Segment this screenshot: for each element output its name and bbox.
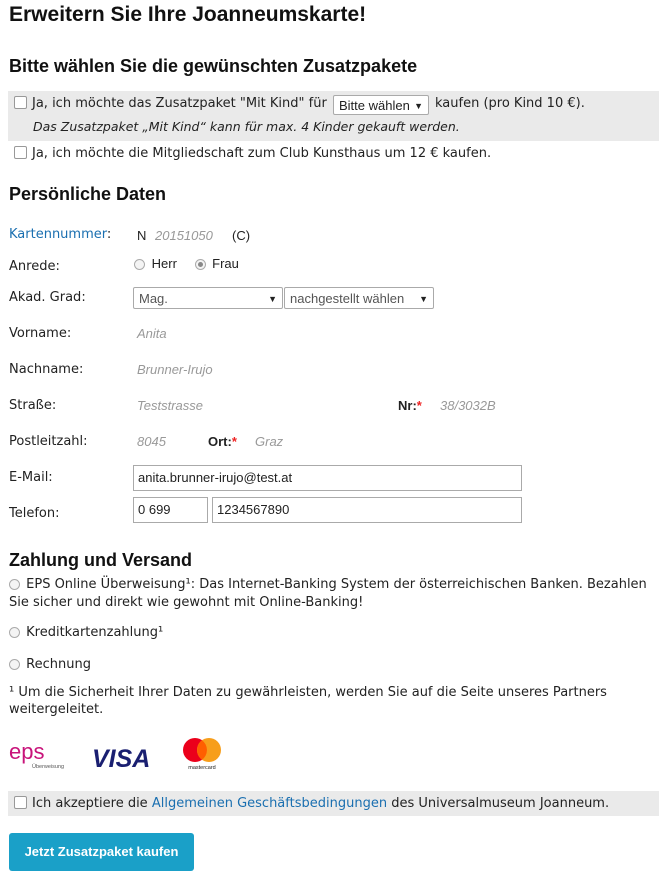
payment-eps-option[interactable] bbox=[9, 576, 659, 612]
payment-invoice-text: Rechnung bbox=[26, 657, 91, 672]
payment-eps-radio[interactable] bbox=[9, 579, 20, 590]
payment-heading: Zahlung und Versand bbox=[9, 550, 193, 570]
package-club-text: Ja, ich möchte die Mitgliedschaft zum Club Kunsthaus um 12 € kaufen. bbox=[32, 146, 492, 161]
salutation-herr-label: Herr bbox=[151, 256, 177, 271]
nr-label: Nr:* bbox=[398, 398, 422, 413]
payment-invoice-option[interactable] bbox=[9, 657, 91, 672]
personal-heading: Persönliche Daten bbox=[9, 184, 167, 204]
chevron-down-icon: ▼ bbox=[419, 294, 428, 304]
salutation-herr-radio[interactable] bbox=[134, 259, 145, 270]
packages-heading: Bitte wählen Sie die gewünschten Zusatzpakete bbox=[9, 56, 418, 76]
eps-logo-text: eps bbox=[9, 739, 45, 764]
terms-link[interactable]: Allgemeinen Geschäftsbedingungen bbox=[151, 796, 388, 811]
firstname-value: Anita bbox=[137, 326, 167, 341]
email-field[interactable]: anita.brunner-irujo@test.at bbox=[133, 465, 522, 491]
submit-button[interactable]: Jetzt Zusatzpaket kaufen bbox=[9, 833, 194, 871]
terms-checkbox[interactable] bbox=[14, 796, 27, 809]
card-number-value: 20151050 bbox=[155, 228, 213, 243]
card-number-link[interactable]: Kartennummer bbox=[9, 227, 107, 242]
package-kind-checkbox[interactable] bbox=[14, 96, 27, 109]
nr-label-text: Nr: bbox=[398, 398, 417, 413]
grade-post-select[interactable] bbox=[284, 287, 434, 309]
lastname-label: Nachname: bbox=[9, 362, 84, 377]
card-suffix: (C) bbox=[232, 228, 251, 243]
phone-prefix-field[interactable]: 0 699 bbox=[133, 497, 208, 523]
eps-logo bbox=[8, 737, 68, 771]
package-kind-line bbox=[14, 96, 327, 111]
card-number-label: Kartennummer: bbox=[9, 227, 112, 242]
chevron-down-icon: ▼ bbox=[268, 294, 277, 304]
salutation-frau-radio[interactable] bbox=[195, 259, 206, 270]
grade-select[interactable] bbox=[133, 287, 283, 309]
street-label: Straße: bbox=[9, 398, 57, 413]
visa-logo-text: VISA bbox=[92, 745, 151, 771]
lastname-value: Brunner-Irujo bbox=[137, 362, 213, 377]
chevron-down-icon: ▼ bbox=[414, 101, 423, 111]
page-title: Erweitern Sie Ihre Joanneumskarte! bbox=[9, 3, 367, 26]
city-label: Ort:* bbox=[208, 434, 237, 449]
grade-select-value: Mag. bbox=[139, 291, 168, 306]
kind-count-select-value: Bitte wählen bbox=[339, 98, 410, 113]
payment-credit-text: Kreditkartenzahlung¹ bbox=[26, 625, 164, 640]
card-prefix: N bbox=[137, 228, 147, 243]
zip-value: 8045 bbox=[137, 434, 166, 449]
zip-label: Postleitzahl: bbox=[9, 434, 88, 449]
payment-credit-radio[interactable] bbox=[9, 627, 20, 638]
package-club-checkbox[interactable] bbox=[14, 146, 27, 159]
salutation-options bbox=[134, 256, 239, 271]
grade-post-select-value: nachgestellt wählen bbox=[290, 291, 405, 306]
package-club-line bbox=[14, 146, 491, 161]
firstname-label: Vorname: bbox=[9, 326, 72, 341]
email-label: E-Mail: bbox=[9, 470, 53, 485]
eps-logo-sub: Überweisung bbox=[32, 764, 65, 770]
city-value: Graz bbox=[255, 434, 284, 449]
phone-number-field[interactable]: 1234567890 bbox=[212, 497, 522, 523]
security-footnote: ¹ Um die Sicherheit Ihrer Daten zu gewährleisten, werden Sie auf die Seite unseres Partners weitergeleitet. bbox=[9, 685, 607, 717]
kind-count-select[interactable] bbox=[333, 95, 429, 115]
grade-label: Akad. Grad: bbox=[9, 290, 86, 305]
mastercard-logo-text: mastercard bbox=[188, 765, 216, 771]
terms-line bbox=[14, 796, 609, 811]
terms-text-before: Ich akzeptiere die bbox=[32, 796, 148, 811]
payment-invoice-radio[interactable] bbox=[9, 659, 20, 670]
salutation-frau-label: Frau bbox=[212, 256, 239, 271]
terms-text-after: des Universalmuseum Joanneum. bbox=[391, 796, 610, 811]
nr-value: 38/3032B bbox=[440, 398, 496, 413]
visa-logo bbox=[92, 743, 154, 771]
street-value: Teststrasse bbox=[137, 398, 203, 413]
salutation-label: Anrede: bbox=[9, 259, 60, 274]
package-kind-text-after: kaufen (pro Kind 10 €). bbox=[435, 96, 585, 111]
package-kind-note: Das Zusatzpaket „Mit Kind“ kann für max. 4 Kinder gekauft werden. bbox=[33, 119, 460, 134]
payment-eps-text: EPS Online Überweisung¹: Das Internet-Banking System der österreichischen Banken. Bezahlen Sie sicher und direkt wie gewohnt mit Online-Banking! bbox=[9, 577, 647, 610]
mastercard-logo bbox=[180, 737, 224, 771]
city-label-text: Ort: bbox=[208, 434, 232, 449]
payment-credit-option[interactable] bbox=[9, 625, 163, 640]
phone-label: Telefon: bbox=[9, 506, 60, 521]
package-kind-text-before: Ja, ich möchte das Zusatzpaket "Mit Kind" für bbox=[32, 96, 327, 111]
